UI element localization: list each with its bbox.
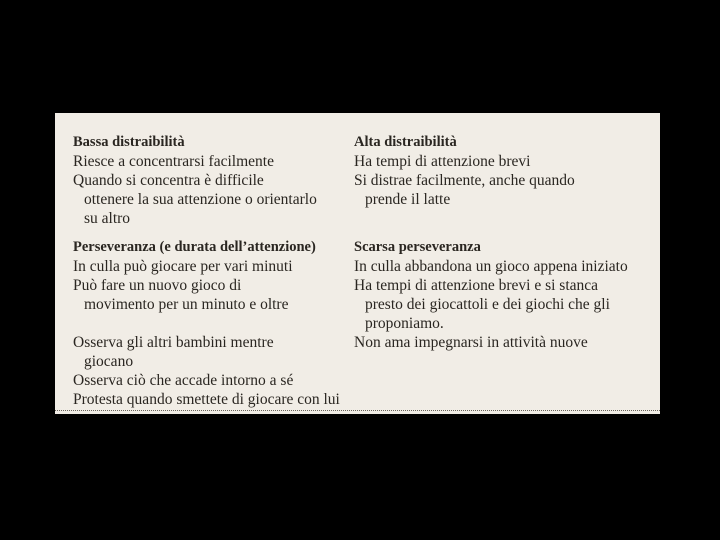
dotted-bottom-rule <box>55 410 660 411</box>
section-heading: Perseveranza (e durata dell’attenzione) <box>73 239 316 255</box>
table-line: Ha tempi di attenzione brevi <box>354 153 531 170</box>
table-line: Osserva gli altri bambini mentre <box>73 334 274 351</box>
scanned-table <box>55 113 660 414</box>
table-line: In culla può giocare per vari minuti <box>73 258 293 275</box>
section-heading: Alta distraibilità <box>354 134 457 150</box>
table-line: presto dei giocattoli e dei giochi che gli <box>365 296 610 313</box>
table-line: giocano <box>84 353 134 370</box>
table-line: su altro <box>84 210 131 227</box>
section-high-distractibility <box>354 133 575 209</box>
table-line: ottenere la sua attenzione o orientarlo <box>84 191 317 208</box>
table-line: Protesta quando smettete di giocare con lui <box>73 391 340 408</box>
section-low-perseverance <box>354 238 628 352</box>
table-line: movimento per un minuto e oltre <box>84 296 289 313</box>
table-line: Può fare un nuovo gioco di <box>73 277 242 294</box>
table-line: Non ama impegnarsi in attività nuove <box>354 334 588 351</box>
table-line: Quando si concentra è difficile <box>73 172 264 189</box>
table-line: Ha tempi di attenzione brevi e si stanca <box>354 277 599 294</box>
table-line: prende il latte <box>365 191 451 208</box>
section-heading: Scarsa perseveranza <box>354 239 481 255</box>
table-line: Si distrae facilmente, anche quando <box>354 172 575 189</box>
table-line: Riesce a concentrarsi facilmente <box>73 153 274 170</box>
section-heading: Bassa distraibilità <box>73 134 185 150</box>
table-line: In culla abbandona un gioco appena iniziato <box>354 258 628 275</box>
table-line: Osserva ciò che accade intorno a sé <box>73 372 294 389</box>
spacer <box>73 314 340 333</box>
section-low-distractibility <box>73 133 317 228</box>
section-perseverance <box>73 238 340 409</box>
table-line: proponiamo. <box>365 315 444 332</box>
